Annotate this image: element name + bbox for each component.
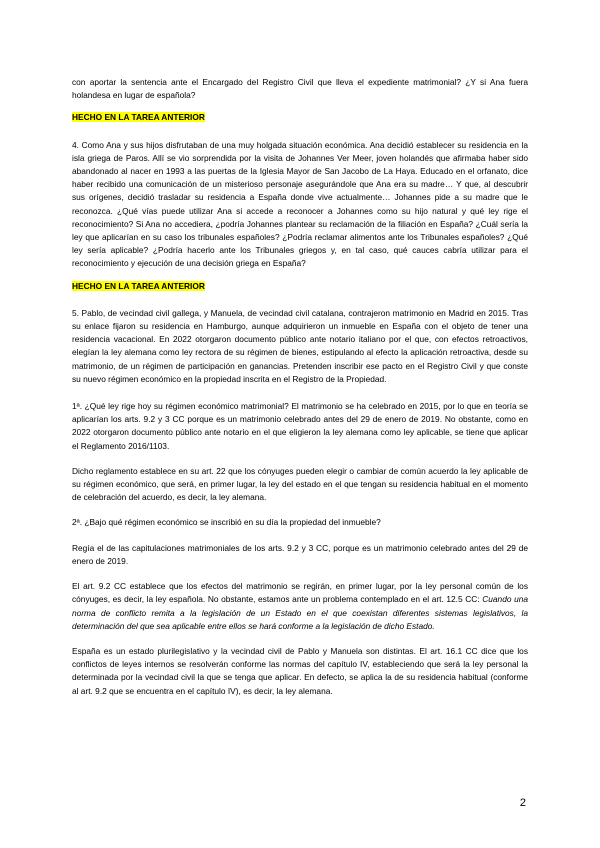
question-5-paragraph: 5. Pablo, de vecindad civil gallega, y Manuela, de vecindad civil catalana, contrajeron matrimonio en Madrid en 2015. Tras su enlace fijaron su residencia en Hamburgo, aunque adquirieron un inmueble en España con el objeto de tener una residencia vacacional. En 2022 otorgaron documento público ante notario italiano por el que, con efectos retroactivos, elegían la ley alemana como ley rectora de su régimen de bienes, estipulando al efecto la aplicación retroactiva, desde su matrimonio, de un régimen de participación en ganancias. Pretenden inscribir ese pacto en el Registro Civil y que conste su nuevo régimen económico en la propiedad inscrita en el Registro de la Propiedad. [72,307,528,384]
highlight-label: HECHO EN LA TAREA ANTERIOR [72,112,205,123]
answer-2-paragraph: Regía el de las capitulaciones matrimoniales de los arts. 9.2 y 3 CC, porque es un matrimonio celebrado antes del 29 de enero de 2019. [72,542,528,566]
question-2-paragraph: 2ª. ¿Bajo qué régimen económico se inscribió en su día la propiedad del inmueble? [72,517,381,528]
question-4-paragraph: 4. Como Ana y sus hijos disfrutaban de una muy holgada situación económica. Ana decidió establecer su residencia en la isla griega de Paros. Allí se vio sorprendida por la visita de Johannes Ver Meer, joven holandés que afirmaba haber sido abandonado al nacer en 1993 a las puertas de la Iglesia Mayor de San Jacobo de La Haya. Educado en el orfanato, dice haber recibido una comunicación de un misterioso personaje asegurándole que Ana era su madre… Y que, al descubrir sus orígenes, decidió trasladar su residencia a España donde vive actualmente… Johannes pide a su madre que le reconozca. ¿Qué vías puede utilizar Ana si accede a reconocer a Johannes como su hijo natural y qué ley rige el reconocimiento? Si Ana no accediera, ¿podría Johannes plantear su reclamación de la filiación en España? ¿Cuál sería la ley que aplicarían en su caso los tribunales españoles? ¿Podría reclamar alimentos ante los Tribunales españoles? ¿Qué ley sería aplicable? ¿Podría hacerlo ante los Tribunales griegos y, en tal caso, qué cauces cabría utilizar para el reconocimiento y ejecución de una decisión griega en España? [72,139,528,269]
answer-1-paragraph: 1ª. ¿Qué ley rige hoy su régimen económico matrimonial? El matrimonio se ha celebrado en 2015, por lo que en teoría se aplicarían los arts. 9.2 y 3 CC porque es un matrimonio celebrado antes del 29 de enero de 2019. No obstante, como en 2022 otorgaron documento público ante notario en el que eligieron la ley alemana como ley aplicable, se tiene que aplicar el Reglamento 2016/1103. [72,401,528,451]
highlight-note-1 [72,111,528,124]
highlight-label: HECHO EN LA TAREA ANTERIOR [72,280,205,291]
answer-1b-paragraph: Dicho reglamento establece en su art. 22 que los cónyuges pueden elegir o cambiar de común acuerdo la ley aplicable de su régimen económico, que será, en primer lugar, la ley del estado en el que tengan su residencia habitual en el momento de celebración del acuerdo, es decir, la ley alemana. [72,465,528,503]
answer-2b-text: El art. 9.2 CC establece que los efectos del matrimonio se regirán, en primer lugar, por la ley personal común de los cónyuges, es decir, la ley española. No obstante, estamos ante un problema contemplado en el art. 12.5 CC: [72,581,528,605]
highlight-note-2 [72,280,528,293]
answer-2b-paragraph [72,580,528,633]
page-number: 2 [519,797,526,809]
legal-quote: Cuando una norma de conflicto remita a la legislación de un Estado en el que coexistan diferentes sistemas legislativos, la determinación del que sea aplicable entre ellos se hará conforme a la legislación de dicho Estado. [72,594,529,631]
answer-2c-paragraph: España es un estado plurilegislativo y la vecindad civil de Pablo y Manuela son distintas. El art. 16.1 CC dice que los conflictos de leyes internos se resolverán conforme las normas del capítulo IV, estableciendo que será la ley personal la determinada por la vecindad civil la que se tenga que aplicar. En defecto, se aplica la de su residencia habitual (conforme al art. 9.2 que se encuentra en el capítulo IV), es decir, la ley alemana. [72,645,528,696]
intro-paragraph: con aportar la sentencia ante el Encargado del Registro Civil que lleva el expediente matrimonial? ¿Y si Ana fuera holandesa en lugar de española? [72,77,528,101]
